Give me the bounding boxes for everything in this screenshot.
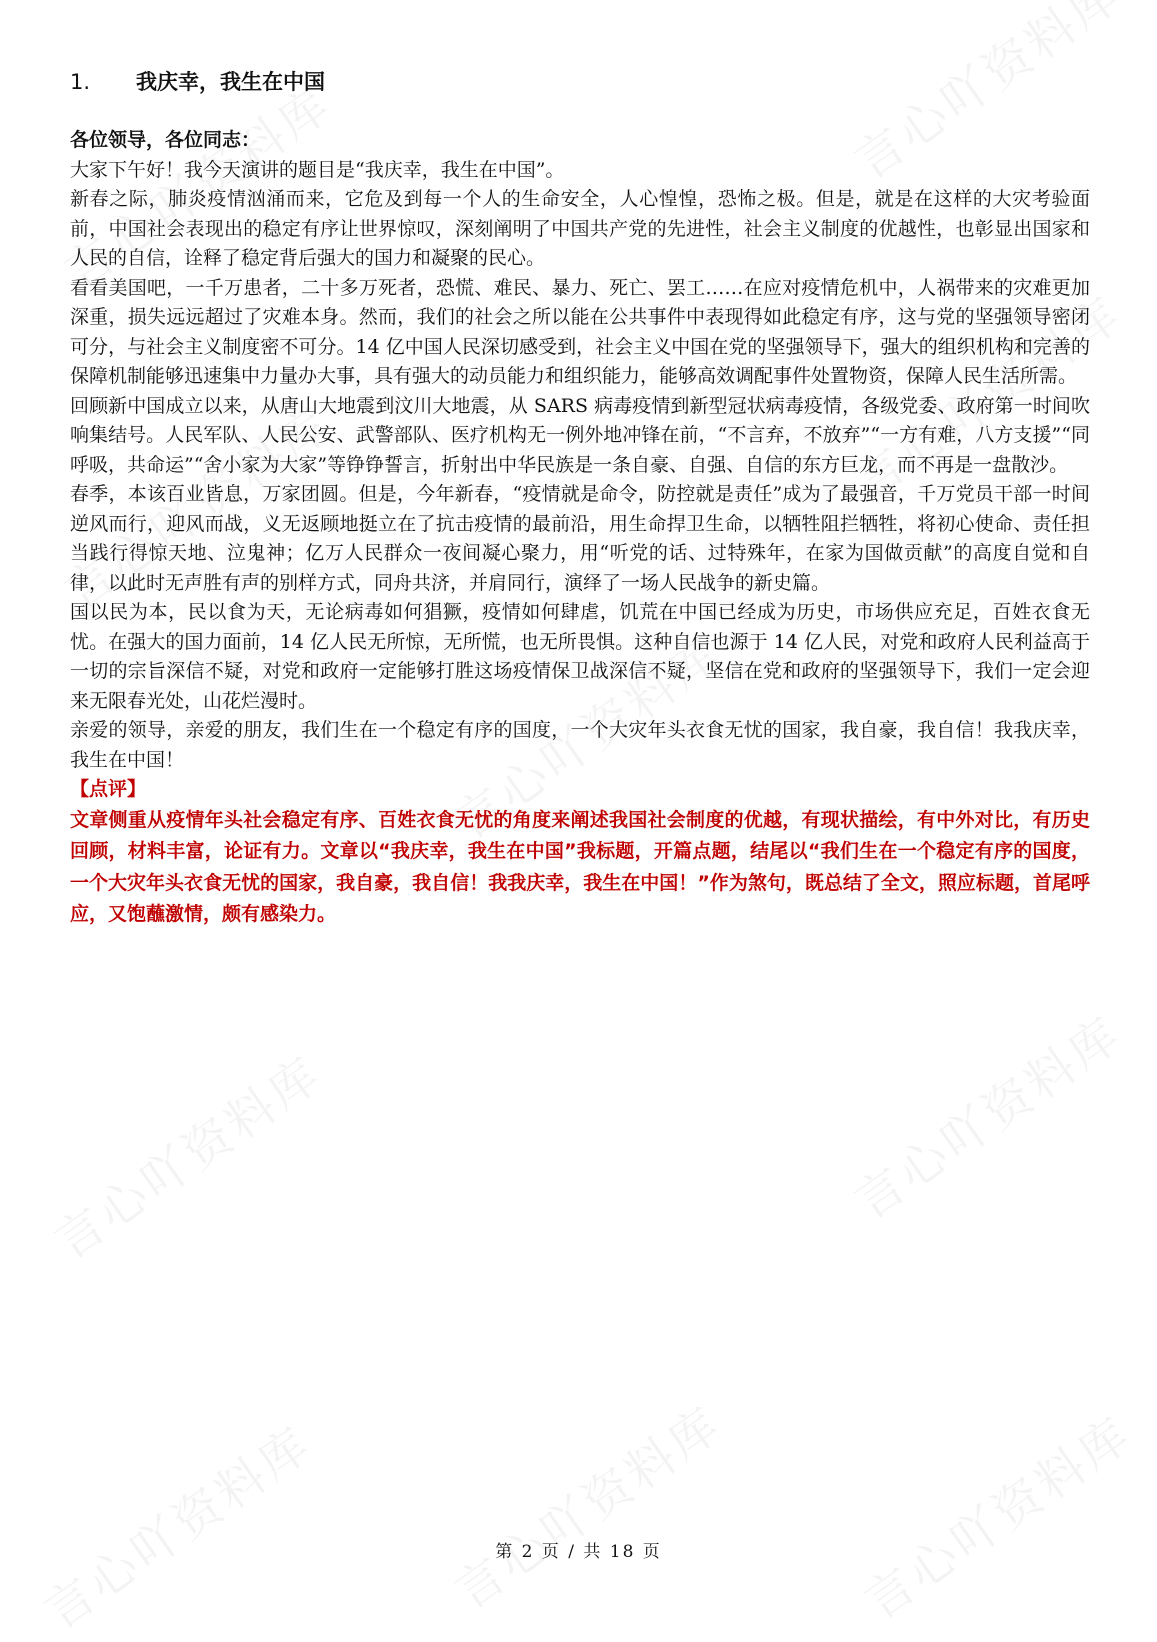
watermark: [38, 1037, 333, 1272]
watermark: [28, 1407, 323, 1642]
paragraph: 回顾新中国成立以来，从唐山大地震到汶川大地震，从 SARS 病毒疫情到新型冠状病毒疫情，各级党委、政府第一时间吹响集结号。人民军队、人民公安、武警部队、医疗机构无一例外地冲锋在前，“不言弃，不放弃”“一方有难，八方支援”“同呼吸，共命运”“舍小家为大家”等铮铮誓言，折射出中华民族是一条自豪、自强、自信的东方巨龙，而不再是一盘散沙。: [70, 394, 1090, 476]
document-page: [70, 66, 1090, 931]
comment-label: 【点评】: [70, 778, 147, 800]
watermark: [438, 1387, 733, 1622]
paragraph: 看看美国吧，一千万患者，二十多万死者，恐慌、难民、暴力、死亡、罢工……在应对疫情危机中，人祸带来的灾难更加深重，损失远远超过了灾难本身。然而，我们的社会之所以能在公共事件中表现得如此稳定有序，这与党的坚强领导密闭可分，与社会主义制度密不可分。14 亿中国人民深切感受到，社会主义中国在党的坚强领导下，强大的组织机构和完善的保障机制能够迅速集中力量办大事，具有强大的动员能力和组织能力，能够高效调配事件处置物资，保障人民生活所需。: [70, 276, 1090, 387]
paragraph: 春季，本该百业皆息，万家团圆。但是，今年新春，“疫情就是命令，防控就是责任”成为了最强音，千万党员干部一时间逆风而行，迎风而战，义无返顾地挺立在了抗击疫情的最前沿，用生命捍卫生命，以牺牲阻拦牺牲，将初心使命、责任担当践行得惊天地、泣鬼神；亿万人民群众一夜间凝心聚力，用“听党的话、过特殊年，在家为国做贡献”的高度自觉和自律，以此时无声胜有声的别样方式，同舟共济，并肩同行，演绎了一场人民战争的新史篇。: [70, 483, 1090, 594]
watermark: [848, 1397, 1143, 1632]
paragraph: 新春之际，肺炎疫情汹涌而来，它危及到每一个人的生命安全，人心惶惶，恐怖之极。但是，就是在这样的大灾考验面前，中国社会表现出的稳定有序让世界惊叹，深刻阐明了中国共产党的先进性，社会主义制度的优越性，也彰显出国家和人民的自信，诠释了稳定背后强大的国力和凝聚的民心。: [70, 188, 1090, 269]
page-footer: 第 2 页 / 共 18 页: [495, 1542, 662, 1562]
paragraph: 亲爱的领导，亲爱的朋友，我们生在一个稳定有序的国度，一个大灾年头衣食无忧的国家，我自豪，我自信！我我庆幸，我生在中国！: [70, 719, 1090, 771]
heading-number: 1.: [70, 70, 91, 94]
watermark: [838, 997, 1133, 1232]
paragraph: 国以民为本，民以食为天，无论病毒如何猖獗，疫情如何肆虐，饥荒在中国已经成为历史，市场供应充足，百姓衣食无忧。在强大的国力面前，14 亿人民无所惊，无所慌，也无所畏惧。这种自信也源于 14 亿人民，对党和政府人民利益高于一切的宗旨深信不疑，对党和政府一定能够打胜这场疫情保卫战深信不疑，坚信在党和政府的坚强领导下，我们一定会迎来无限春光处，山花烂漫时。: [70, 601, 1090, 712]
salutation: 各位领导，各位同志：: [70, 129, 261, 151]
comment-text: 文章侧重从疫情年头社会稳定有序、百姓衣食无忧的角度来阐述我国社会制度的优越，有现状描绘，有中外对比，有历史回顾，材料丰富，论证有力。文章以“我庆幸，我生在中国”我标题，开篇点题，结尾以“我们生在一个稳定有序的国度，一个大灾年头衣食无忧的国家，我自豪，我自信！我我庆幸，我生在中国！”作为煞句，既总结了全文，照应标题，首尾呼应，又饱蘸激情，颇有感染力。: [70, 808, 1090, 925]
heading-title: 我庆幸，我生在中国: [136, 70, 325, 94]
section-heading: [70, 66, 1090, 96]
paragraph: 大家下午好！我今天演讲的题目是“我庆幸，我生在中国”。: [70, 158, 565, 181]
